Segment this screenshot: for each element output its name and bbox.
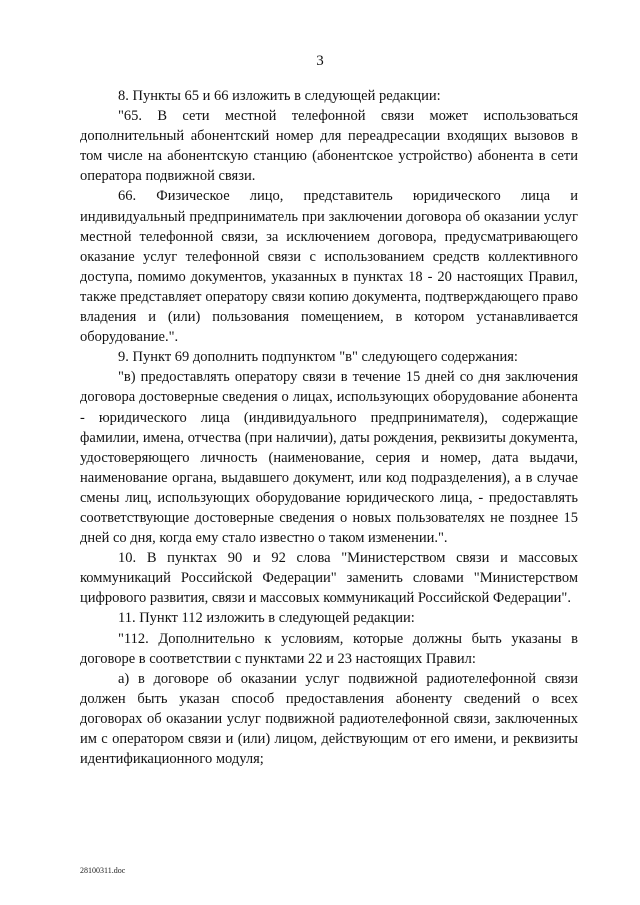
paragraph-point-66: 66. Физическое лицо, представитель юридического лица и индивидуальный предприниматель при заключении договора об оказании услуг местной телефонной связи, за исключением договора, предусматривающего оказание услуг телефонной связи с использованием средств коллективного доступа, помимо документов, указанных в пунктах 18 - 20 настоящих Правил, также представляет оператору связи копию документа, подтверждающего право владения и (или) пользования помещением, в котором устанавливается оборудование.". (80, 188, 578, 346)
paragraph-item-11: 11. Пункт 112 изложить в следующей редакции: (118, 610, 415, 627)
paragraph-item-9: 9. Пункт 69 дополнить подпунктом "в" следующего содержания: (118, 349, 518, 366)
paragraph-item-8: 8. Пункты 65 и 66 изложить в следующей редакции: (118, 88, 441, 104)
document-body (80, 86, 578, 769)
paragraph-point-112: "112. Дополнительно к условиям, которые должны быть указаны в договоре в соответствии с пунктами 22 и 23 настоящих Правил: (80, 630, 578, 667)
file-name-footer: 28100311.doc (80, 866, 126, 875)
paragraph-subpoint-v: "в) предоставлять оператору связи в течение 15 дней со дня заключения договора достоверные сведения о лицах, использующих оборудование абонента - юридического лица (индивидуального предпринимателя), содержащие фамилии, имена, отчества (при наличии), даты рождения, реквизиты документа, удостоверяющего личность (наименование, серия и номер, дата выдачи, наименование органа, выдавшего документ, или код подразделения), а в случае смены лиц, использующих оборудование юридического лица, - предоставлять соответствующие достоверные сведения о новых пользователях не позднее 15 дней со дня, когда ему стало известно о таком изменении.". (80, 369, 578, 547)
paragraph-point-65: "65. В сети местной телефонной связи может использоваться дополнительный абонентский номер для переадресации входящих вызовов в том числе на абонентскую станцию (абонентское устройство) абонента в сети оператора подвижной связи. (80, 108, 578, 185)
paragraph-subpoint-a: а) в договоре об оказании услуг подвижной радиотелефонной связи должен быть указан способ предоставления абоненту сведений о всех договорах об оказании услуг подвижной радиотелефонной связи, заключенных им с оператором связи и (или) лицом, действующим от его имени, и реквизиты идентификационного модуля; (80, 670, 578, 768)
paragraph-item-10: 10. В пунктах 90 и 92 слова "Министерством связи и массовых коммуникаций Российской Федерации" заменить словами "Министерством цифрового развития, связи и массовых коммуникаций Российской Федерации". (80, 550, 578, 607)
page-number: 3 (316, 53, 324, 69)
